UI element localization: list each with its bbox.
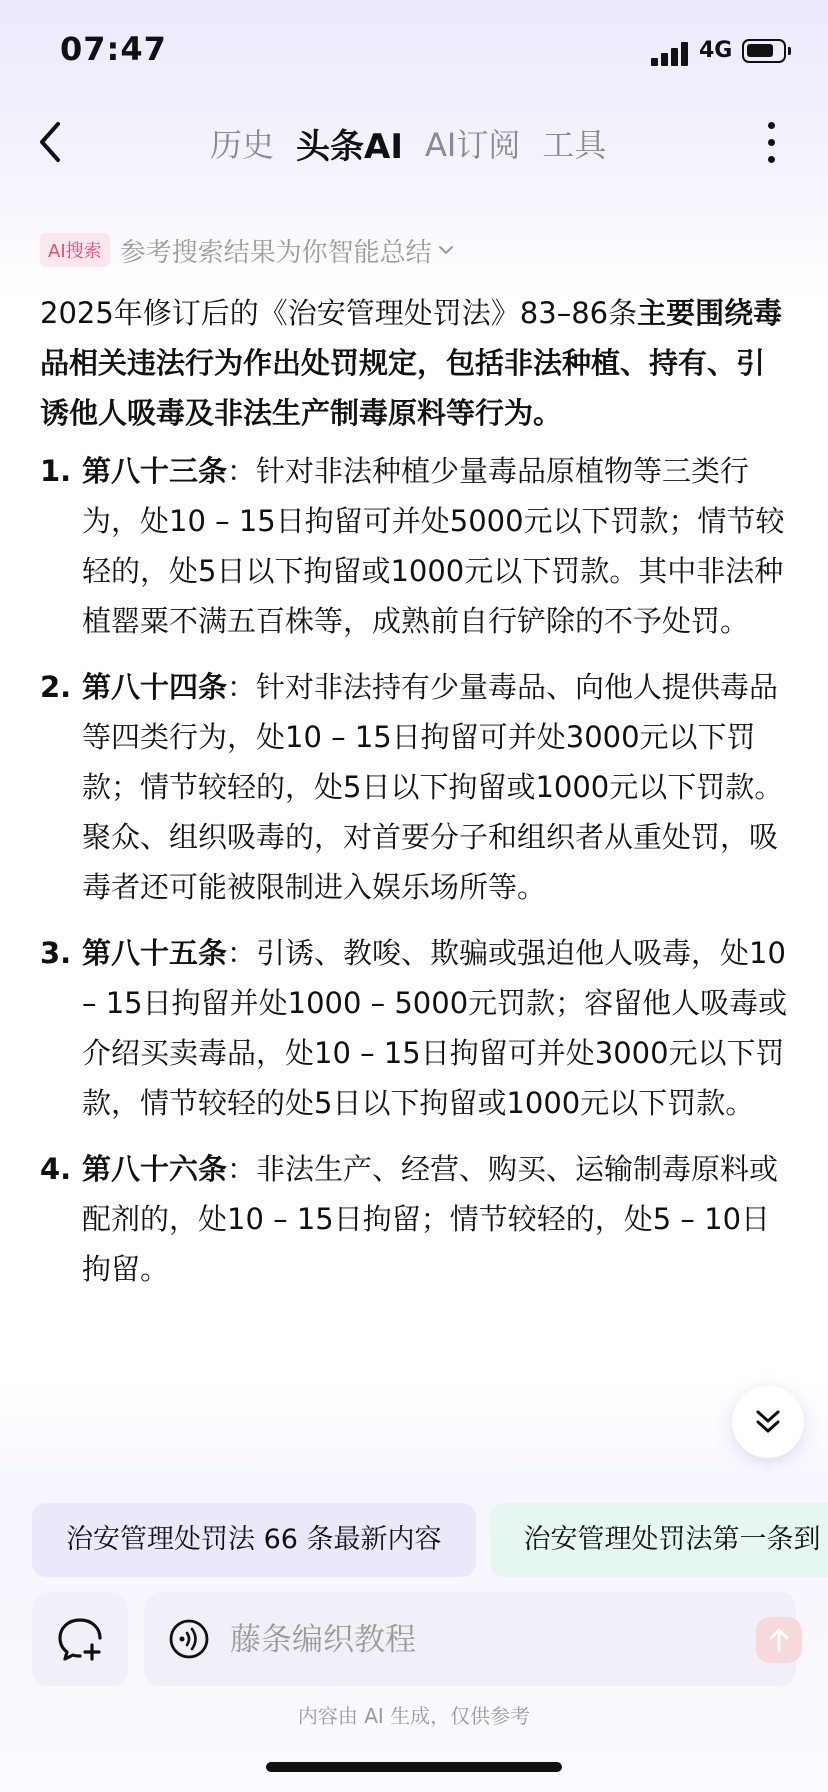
ai-disclaimer: 内容由 AI 生成，仅供参考	[297, 1704, 531, 1728]
suggestion-chip[interactable]: 治安管理处罚法第一条到	[490, 1503, 828, 1577]
status-bar	[0, 28, 828, 74]
list-item	[40, 1144, 792, 1294]
tab-tools[interactable]: 工具	[542, 126, 607, 164]
article-text: ：引诱、教唆、欺骗或强迫他人吸毒，处10 – 15日拘留并处1000 – 5000元罚款；容留他人吸毒或介绍买卖毒品，处10 – 15日拘留可并处3000元以下罚款，情节较轻的处5日以下拘留或1000元以下罚款。	[82, 936, 788, 1120]
article-title: 第八十三条	[82, 454, 228, 488]
double-chevron-down-icon	[752, 1406, 784, 1438]
composer-bar	[32, 1592, 796, 1686]
list-number: 2.	[40, 670, 72, 704]
intro-plain: 2025年修订后的《治安管理处罚法》83–86条	[40, 296, 638, 330]
home-indicator	[266, 1762, 562, 1772]
message-input[interactable]	[228, 1614, 702, 1666]
article-text: ：非法生产、经营、购买、运输制毒原料或配剂的，处10 – 15日拘留；情节较轻的，处5 – 10日拘留。	[82, 1152, 779, 1286]
nav-tabs	[210, 120, 628, 166]
tab-ai-subscribe[interactable]: AI订阅	[424, 126, 521, 164]
suggestion-chip[interactable]: 治安管理处罚法 66 条最新内容	[32, 1503, 476, 1577]
answer-intro	[40, 288, 792, 438]
list-item	[40, 662, 792, 912]
ai-search-badge: AI搜索	[40, 233, 110, 267]
new-chat-button[interactable]	[32, 1592, 128, 1686]
ai-summary-note: 参考搜索结果为你智能总结	[119, 237, 432, 268]
status-time: 07:47	[60, 30, 167, 68]
article-text: ：针对非法持有少量毒品、向他人提供毒品等四类行为，处10 – 15日拘留可并处3000元以下罚款；情节较轻的，处5日以下拘留或1000元以下罚款。聚众、组织吸毒的，对首要分子和组织者从重处罚，吸毒者还可能被限制进入娱乐场所等。	[82, 670, 784, 904]
new-chat-icon	[54, 1613, 106, 1665]
top-nav	[0, 112, 828, 174]
article-text: ：针对非法种植少量毒品原植物等三类行为，处10 – 15日拘留可并处5000元以下罚款；情节较轻的，处5日以下拘留或1000元以下罚款。其中非法种植罂粟不满五百株等，成熟前自行铲除的不予处罚。	[82, 454, 785, 638]
network-type: 4G	[699, 38, 733, 63]
list-number: 3.	[40, 936, 72, 970]
back-button[interactable]	[28, 118, 76, 166]
voice-icon[interactable]	[168, 1618, 210, 1660]
battery-icon	[742, 39, 786, 63]
chevron-down-icon	[436, 240, 456, 260]
scroll-to-bottom-button[interactable]	[732, 1386, 804, 1458]
tab-toutiao-ai[interactable]: 头条AI	[296, 126, 403, 167]
more-button[interactable]	[760, 118, 784, 168]
article-title: 第八十五条	[82, 936, 228, 970]
message-input-box	[144, 1592, 796, 1686]
chevron-left-icon	[28, 118, 76, 166]
answer-content	[40, 288, 792, 1310]
send-button[interactable]	[756, 1617, 802, 1663]
list-number: 4.	[40, 1152, 72, 1186]
suggestion-chips	[32, 1503, 828, 1577]
more-vertical-icon	[768, 122, 775, 129]
article-title: 第八十六条	[82, 1152, 228, 1186]
list-number: 1.	[40, 454, 72, 488]
send-arrow-icon	[767, 1627, 791, 1653]
intro-bold: 主要围绕毒品相关违法行为作出处罚规定，包括非法种植、持有、引诱他人吸毒及非法生产制毒原料等行为。	[40, 296, 783, 430]
list-item	[40, 446, 792, 646]
tab-history[interactable]: 历史	[210, 126, 275, 164]
article-title: 第八十四条	[82, 670, 228, 704]
list-item	[40, 928, 792, 1128]
ai-summary-header[interactable]	[40, 232, 456, 268]
signal-icon	[651, 42, 691, 66]
article-list	[40, 446, 792, 1294]
